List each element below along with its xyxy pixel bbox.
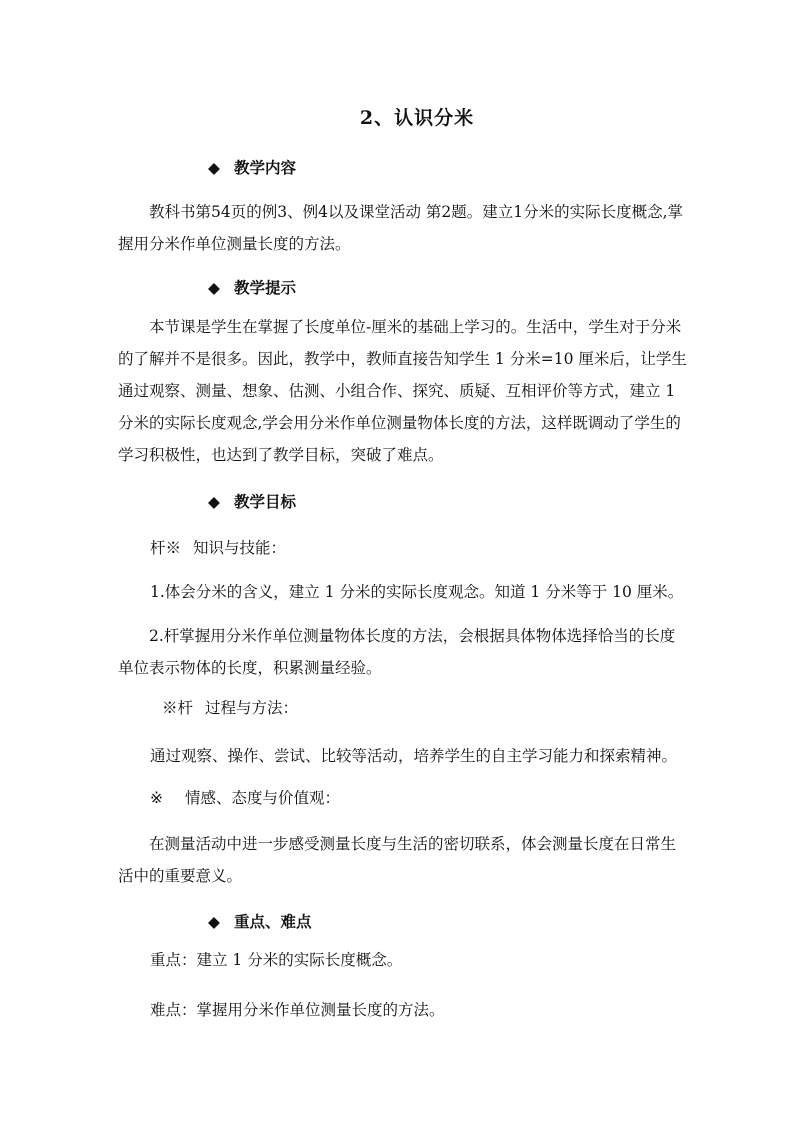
diamond-bullet-icon: ◆	[208, 912, 220, 931]
marker: ※杆	[162, 699, 194, 717]
section-heading-content	[208, 156, 296, 178]
focus-point: 重点：建立 1 分米的实际长度概念。	[150, 951, 403, 969]
section-heading-goals	[208, 490, 296, 512]
marker: ※	[150, 789, 163, 807]
section-heading-key	[208, 910, 312, 932]
label-text: 情感、态度与价值观：	[185, 789, 341, 807]
label-text: 过程与方法：	[205, 699, 299, 717]
hint-paragraph: 本节课是学生在掌握了长度单位-厘米的基础上学习的。生活中，学生对于分米的了解并不是很多。因此，教学中，教师直接告知学生 1 分米=10 厘米后，让学生通过观察、测量、想象、估测、小组合作、探究、质疑、互相评价等方式，建立 1 分米的实际长度观念,学会用分米作单位测量物体长度的方法，这样既调动了学生的学习积极性，也达到了教学目标，突破了难点。	[118, 318, 687, 464]
diamond-bullet-icon: ◆	[208, 158, 220, 177]
label-text: 知识与技能：	[193, 539, 287, 557]
emotion-attitude-label	[150, 786, 352, 808]
heading-text: 教学目标	[234, 492, 297, 511]
heading-text: 重点、难点	[234, 912, 312, 931]
knowledge-skills-label	[150, 536, 298, 558]
goal-item-1: 1.体会分米的含义，建立 1 分米的实际长度观念。知道 1 分米等于 10 厘米。	[150, 583, 684, 601]
emotion-attitude-text: 在测量活动中进一步感受测量长度与生活的密切联系，体会测量长度在日常生活中的重要意义。	[118, 835, 677, 885]
process-method-label	[162, 696, 310, 718]
diamond-bullet-icon: ◆	[208, 278, 220, 297]
diamond-bullet-icon: ◆	[208, 492, 220, 511]
difficulty-point: 难点：掌握用分米作单位测量长度的方法。	[150, 1001, 445, 1019]
page-title: 2、认识分米	[359, 107, 475, 129]
content-paragraph: 教科书第54页的例3、例4以及课堂活动 第2题。建立1分米的实际长度概念,掌握用分米作单位测量长度的方法。	[118, 203, 684, 253]
marker: 杆※	[150, 539, 182, 557]
section-heading-hint	[208, 276, 296, 298]
heading-text: 教学内容	[234, 158, 297, 177]
heading-text: 教学提示	[234, 278, 297, 297]
process-method-text: 通过观察、操作、尝试、比较等活动，培养学生的自主学习能力和探索精神。	[150, 747, 678, 765]
goal-item-2: 2.杆掌握用分米作单位测量物体长度的方法，会根据具体物体选择恰当的长度单位表示物体的长度，积累测量经验。	[118, 627, 676, 677]
